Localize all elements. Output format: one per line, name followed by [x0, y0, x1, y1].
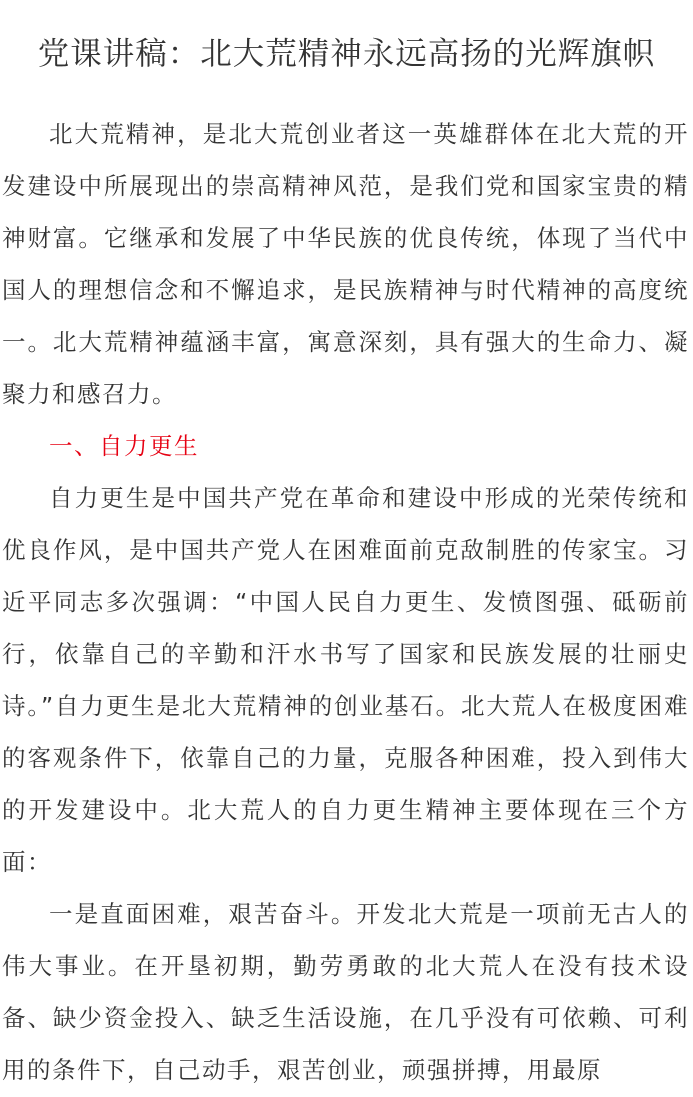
point-paragraph: 一是直面困难，艰苦奋斗。开发北大荒是一项前无古人的伟大事业。在开垦初期，勤劳勇敢的北大荒人在没有技术设备、缺少资金投入、缺乏生活设施，在几乎没有可依赖、可利用的条件下，自己动手，艰苦创业，顽强拼搏，用最原	[2, 900, 689, 1084]
article-title: 党课讲稿：北大荒精神永远高扬的光辉旗帜	[37, 36, 656, 72]
intro-paragraph: 北大荒精神，是北大荒创业者这一英雄群体在北大荒的开发建设中所展现出的崇高精神风范，是我们党和国家宝贵的精神财富。它继承和发展了中华民族的优良传统，体现了当代中国人的理想信念和不懈追求，是民族精神与时代精神的高度统一。北大荒精神蕴涵丰富，寓意深刻，具有强大的生命力、凝聚力和感召力。	[2, 120, 689, 408]
section-paragraph: 自力更生是中国共产党在革命和建设中形成的光荣传统和优良作风，是中国共产党人在困难面前克敌制胜的传家宝。习近平同志多次强调：“中国人民自力更生、发愤图强、砥砺前行，依靠自己的辛勤和汗水书写了国家和民族发展的壮丽史诗。”自力更生是北大荒精神的创业基石。北大荒人在极度困难的客观条件下，依靠自己的力量，克服各种困难，投入到伟大的开发建设中。北大荒人的自力更生精神主要体现在三个方面：	[2, 484, 689, 876]
article-body	[0, 108, 693, 1096]
section-heading: 一、自力更生	[49, 432, 199, 460]
